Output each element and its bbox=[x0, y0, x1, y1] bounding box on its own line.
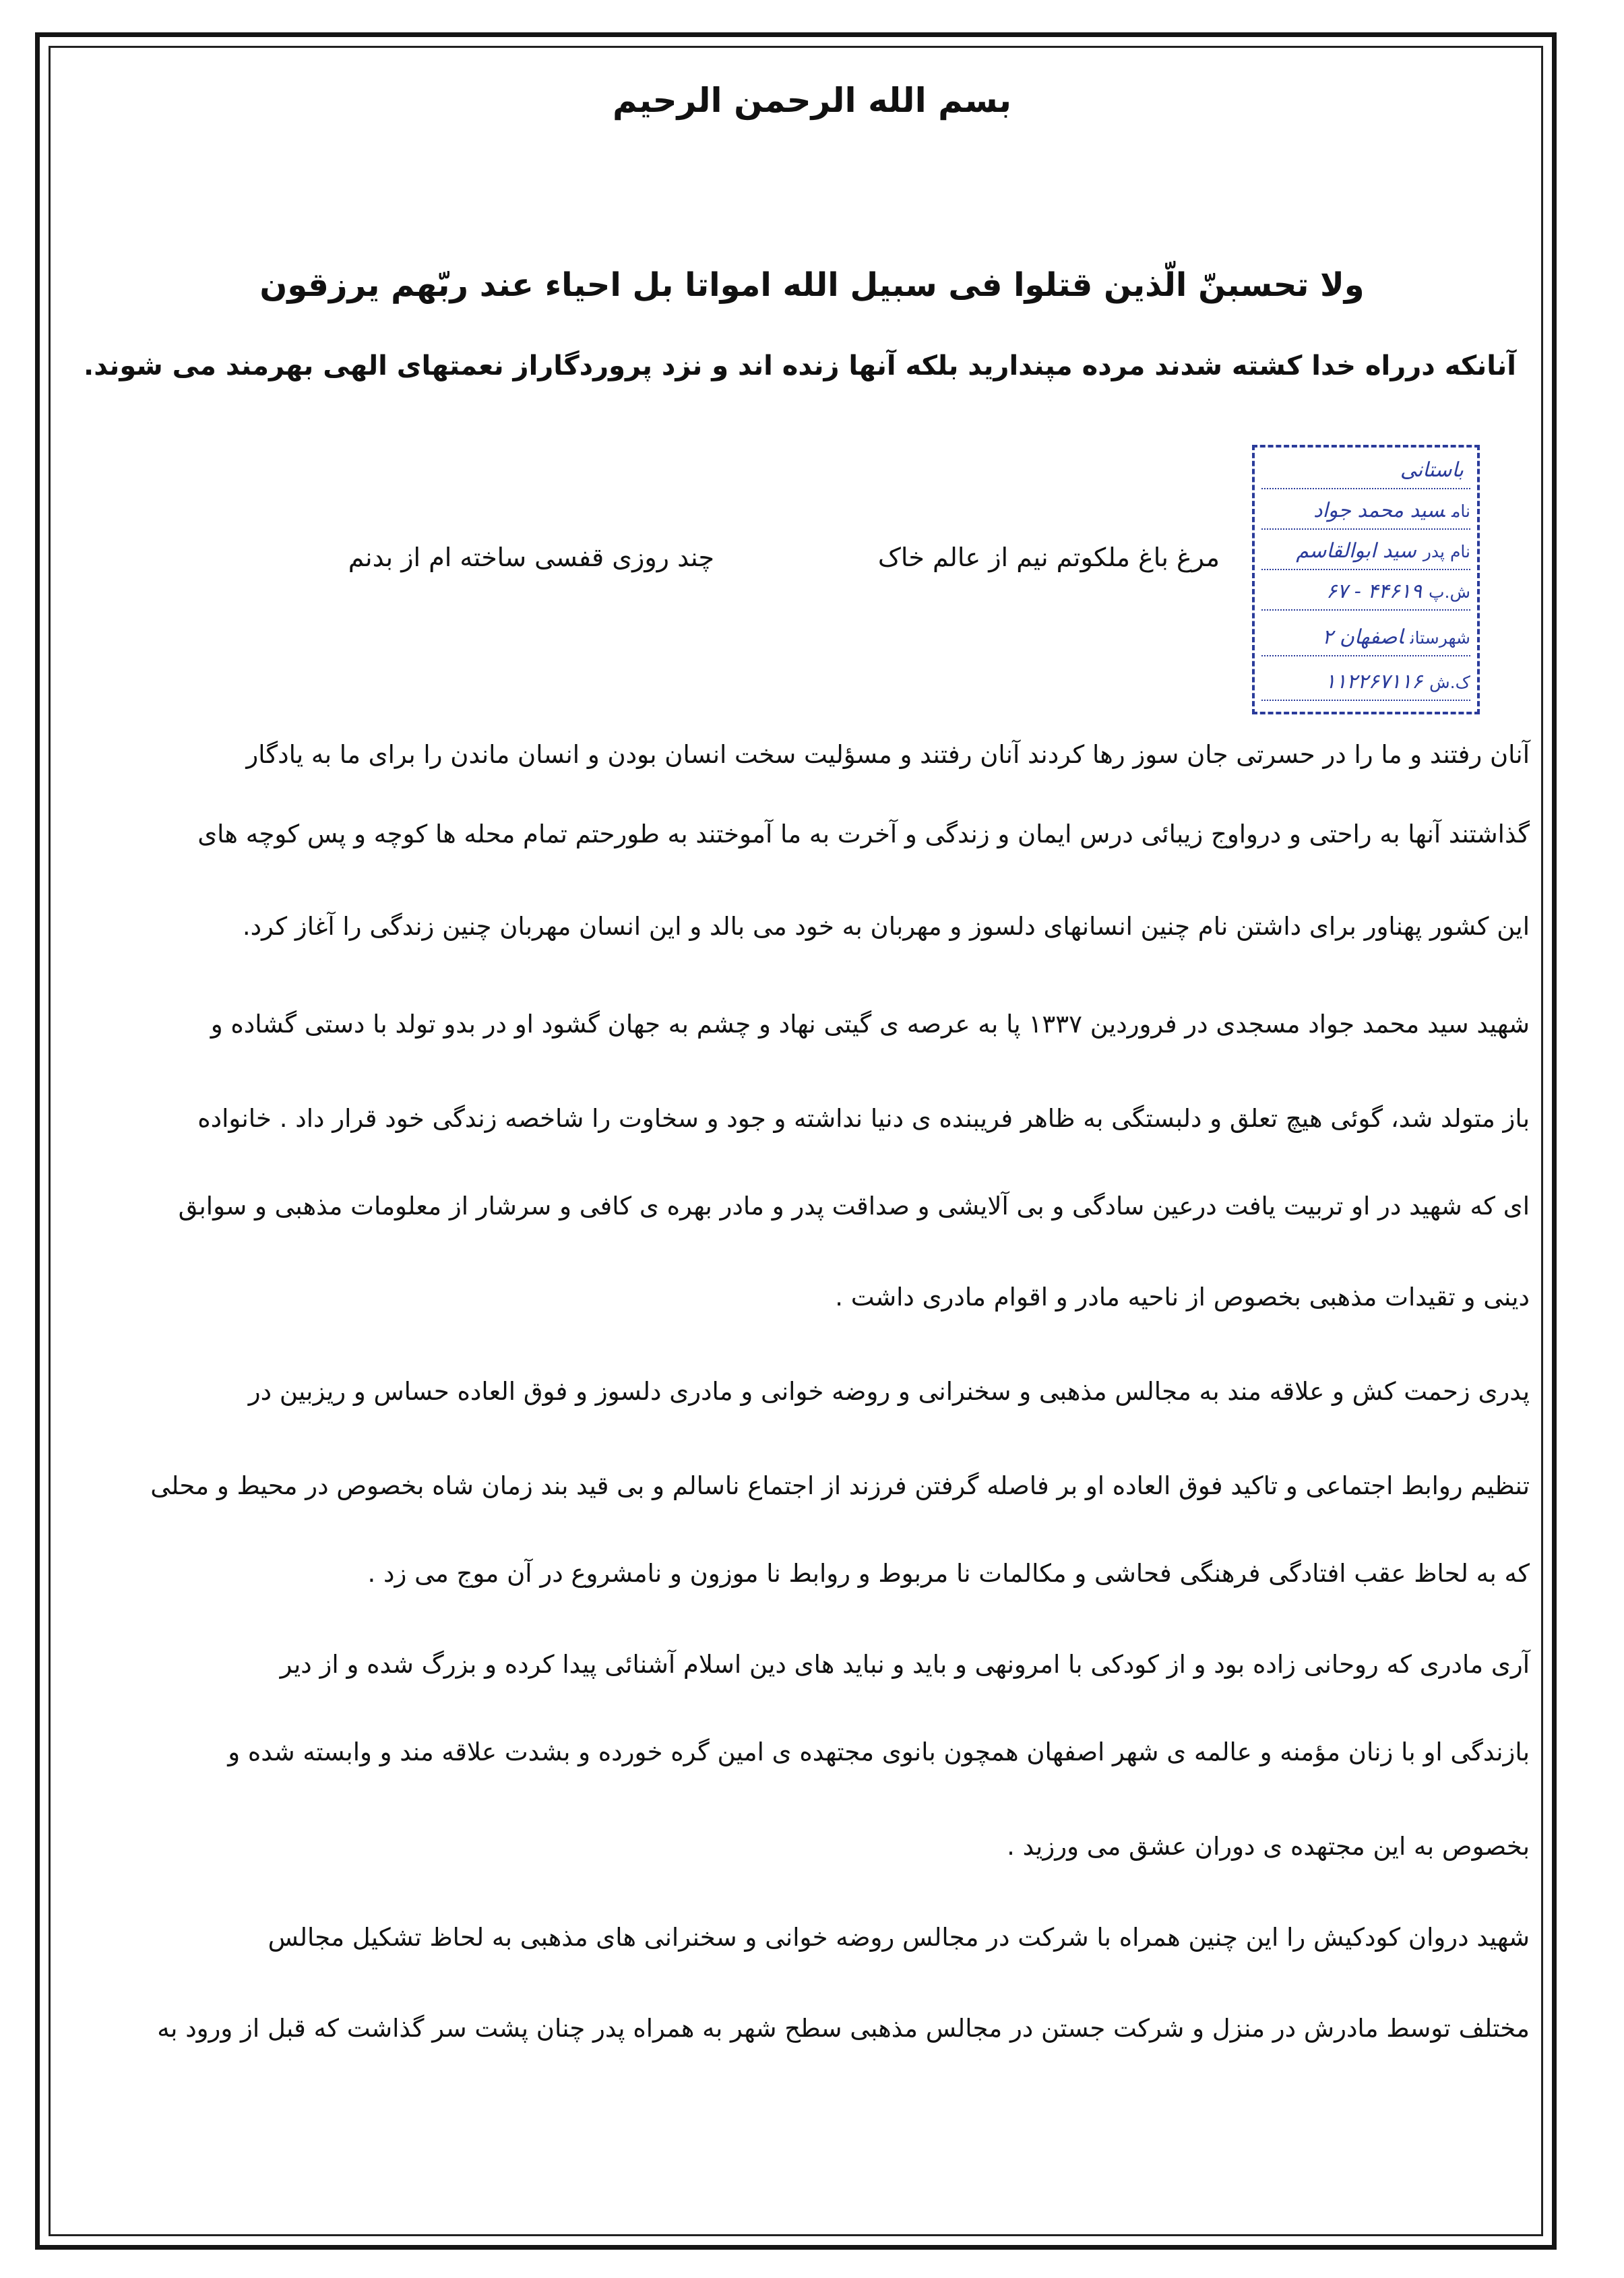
stamp-value: سید محمد جواد bbox=[1313, 499, 1445, 522]
body-line: شهید دروان کودکیش را این چنین همراه با شرکت در مجالس روضه خوانی و سخنرانی های مذهبی به لحاظ تشکیل مجالس bbox=[268, 1923, 1530, 1952]
body-line: دینی و تقیدات مذهبی بخصوص از ناحیه مادر و اقوام مادری داشت . bbox=[835, 1283, 1530, 1312]
body-line: پدری زحمت کش و علاقه مند به مجالس مذهبی و سخنرانی و روضه خوانی و مادری دلسوز و فوق العاده حساس و ریزبین در bbox=[248, 1377, 1530, 1406]
stamp-row bbox=[1261, 453, 1470, 489]
body-line: بازندگی او با زنان مؤمنه و عالمه ی شهر اصفهان همچون بانوی مجتهده ی امین گره خورده و بشدت علاقه مند و وابسته شده و bbox=[228, 1737, 1530, 1766]
stamp-row bbox=[1261, 574, 1470, 611]
body-line: تنظیم روابط اجتماعی و تاکید فوق العاده او بر فاصله گرفتن فرزند از اجتماع ناسالم و بی قید بند زمان شاه بخصوص در محیط و محلی bbox=[150, 1471, 1530, 1500]
body-line: باز متولد شد، گوئی هیچ تعلق و دلبستگی به ظاهر فریبنده ی دنیا نداشته و جود و سخاوت را شاخصه زندگی خود قرار داد . خانواده bbox=[197, 1104, 1530, 1133]
identity-stamp bbox=[1252, 445, 1480, 714]
stamp-label: نام پدر bbox=[1423, 542, 1470, 561]
verse-translation: آنانکه درراه خدا کشته شدند مرده مپندارید بلکه آنها زنده اند و نزد پروردگاراز نعمتهای الهی بهرمند می شوند. bbox=[84, 350, 1516, 381]
stamp-label: شهرستان bbox=[1410, 628, 1470, 648]
stamp-value: باستانی bbox=[1400, 458, 1464, 482]
stamp-label: نام bbox=[1451, 501, 1470, 521]
stamp-label: ک.ش bbox=[1429, 673, 1470, 692]
stamp-row bbox=[1261, 534, 1470, 570]
stamp-label: ش.پ bbox=[1429, 582, 1470, 602]
stamp-row bbox=[1261, 620, 1470, 656]
body-line: گذاشتند آنها به راحتی و درواوج زیبائی درس ایمان و زندگی و آخرت به ما آموختند به طورحتم تمام محله ها کوچه و پس کوچه های bbox=[197, 820, 1530, 849]
stamp-value: ۴۴۶۱۹ - ۶۷ bbox=[1325, 580, 1422, 603]
poem-second-hemistich: چند روزی قفسی ساخته ام از بدنم bbox=[348, 543, 714, 572]
body-line: این کشور پهناور برای داشتن نام چنین انسانهای دلسوز و مهربان به خود می بالد و این انسان مهربان چنین زندگی را آغاز کرد. bbox=[242, 912, 1530, 941]
body-line: ای که شهید در او تربیت یافت درعین سادگی و بی آلایشی و صداقت پدر و مادر بهره ی کافی و سرشار از معلومات مذهبی و سوابق bbox=[178, 1192, 1530, 1221]
stamp-row bbox=[1261, 665, 1470, 701]
body-line: آری مادری که روحانی زاده بود و از کودکی با امرونهی و باید و نباید های دین اسلام آشنائی پیدا کرده و بزرگ شده و از دیر bbox=[280, 1650, 1530, 1679]
body-line: شهید سید محمد جواد مسجدی در فروردین ۱۳۳۷ پا به عرصه ی گیتی نهاد و چشم به جهان گشود او در بدو تولد با دستی گشاده و bbox=[210, 1010, 1530, 1039]
body-line: مختلف توسط مادرش در منزل و شرکت جستن در مجالس مذهبی سطح شهر به همراه پدر چنان پشت سر گذاشت که قبل از ورود به bbox=[157, 2014, 1530, 2043]
poem-first-hemistich: مرغ باغ ملکوتم نیم از عالم خاک bbox=[877, 543, 1220, 572]
stamp-row bbox=[1261, 493, 1470, 530]
stamp-value: ۱۱۲۲۶۷۱۱۶ bbox=[1325, 670, 1423, 694]
body-line: که به لحاظ عقب افتادگی فرهنگی فحاشی و مکالمات نا مربوط و روابط نا موزون و نامشروع در آن موج می زد . bbox=[367, 1559, 1530, 1588]
basmala-heading: بسم الله الرحمن الرحیم bbox=[613, 81, 1011, 120]
body-line: آنان رفتند و ما را در حسرتی جان سوز رها کردند آنان رفتند و مسؤلیت سخت انسان بودن و انسان ماندن را برای ما به یادگار bbox=[246, 740, 1530, 769]
stamp-value: اصفهان ۲ bbox=[1322, 625, 1404, 649]
stamp-value: سید ابوالقاسم bbox=[1296, 539, 1416, 563]
quran-verse: ولا تحسبنّ الّذین قتلوا فی سبیل الله امواتا بل احیاء عند ربّهم یرزقون bbox=[259, 266, 1365, 304]
body-line: بخصوص به این مجتهده ی دوران عشق می ورزید . bbox=[1007, 1832, 1530, 1861]
